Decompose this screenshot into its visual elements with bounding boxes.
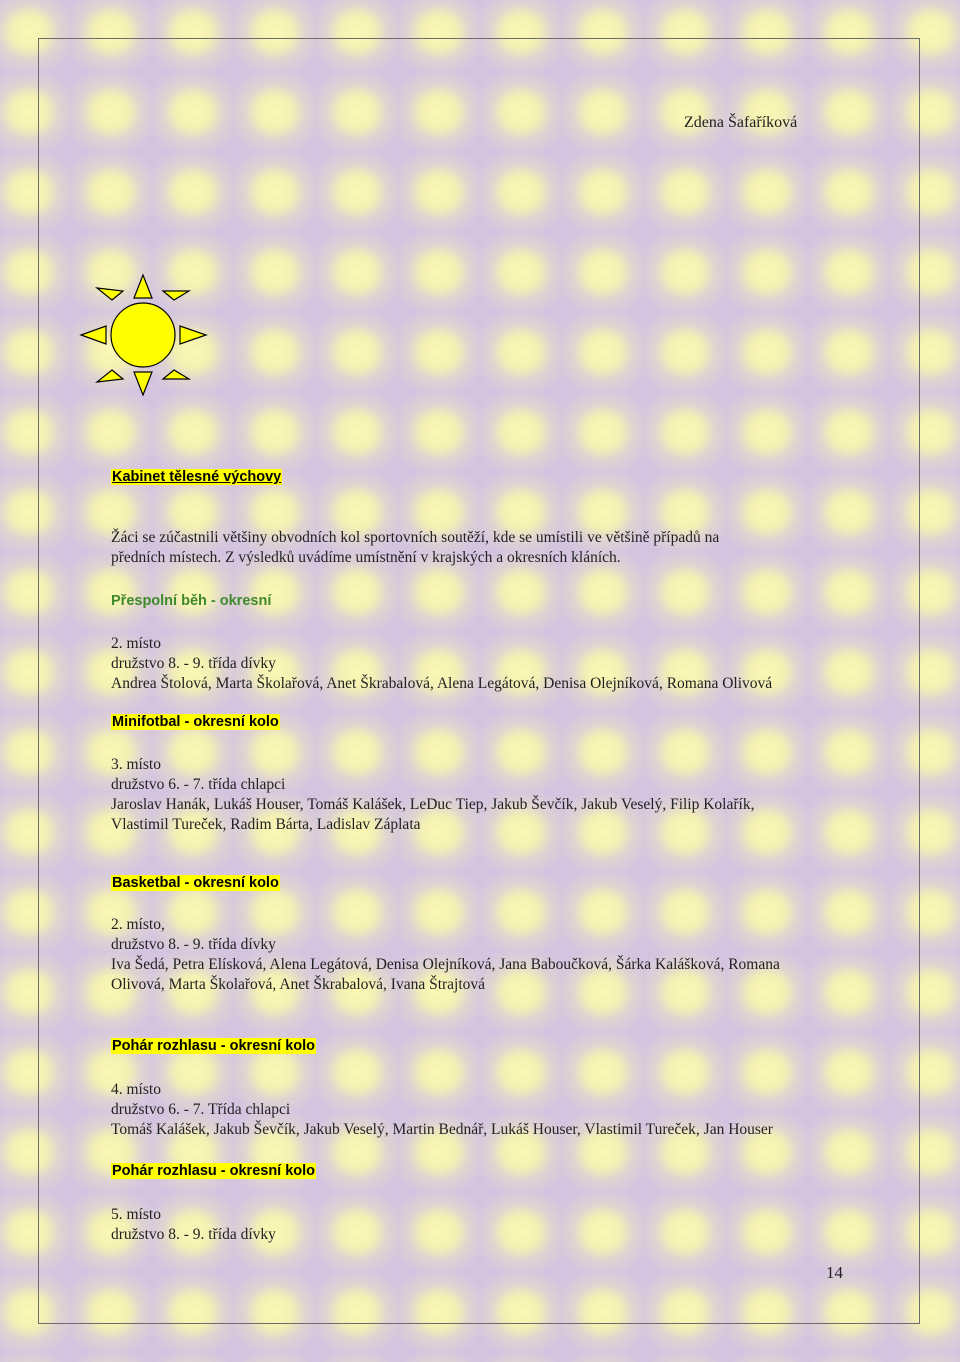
competition-members: Vlastimil Tureček, Radim Bárta, Ladislav Záplata bbox=[111, 816, 421, 833]
sun-ray-right bbox=[180, 326, 206, 344]
competition-members: Andrea Štolová, Marta Školařová, Anet Škrabalová, Alena Legátová, Denisa Olejníková, Romana Olivová bbox=[111, 675, 773, 692]
competition-place: 3. místo bbox=[111, 756, 161, 773]
intro-line-2: předních místech. Z výsledků uvádíme umístnění v krajských a okresních kláních. bbox=[111, 549, 621, 566]
competition-place: 2. místo, bbox=[111, 916, 165, 933]
competition-members: Jaroslav Hanák, Lukáš Houser, Tomáš Kalášek, LeDuc Tiep, Jakub Ševčík, Jakub Veselý, Filip Kolařík, bbox=[111, 796, 755, 813]
competition-title-radio-cup: Pohár rozhlasu - okresní kolo bbox=[112, 1038, 316, 1054]
section-title: Kabinet tělesné výchovy bbox=[112, 469, 282, 485]
competition-members: Iva Šedá, Petra Elísková, Alena Legátová, Denisa Olejníková, Jana Baboučková, Šárka Kalášková, Romana bbox=[111, 956, 780, 973]
sun-ray-bottom bbox=[134, 372, 152, 395]
competition-place: 4. místo bbox=[111, 1081, 161, 1098]
competition-title-minifootball: Minifotbal - okresní kolo bbox=[112, 714, 279, 730]
competition-title-cross-country: Přespolní běh - okresní bbox=[111, 593, 272, 609]
sun-ray-top bbox=[134, 275, 152, 298]
page-number: 14 bbox=[826, 1263, 843, 1282]
competition-team: družstvo 8. - 9. třída dívky bbox=[111, 1226, 276, 1243]
competition-team: družstvo 6. - 7. Třída chlapci bbox=[111, 1101, 291, 1118]
competition-team: družstvo 8. - 9. třída dívky bbox=[111, 655, 276, 672]
competition-title-basketball: Basketbal - okresní kolo bbox=[112, 875, 279, 891]
author-name: Zdena Šafaříková bbox=[684, 114, 798, 131]
competition-place: 5. místo bbox=[111, 1206, 161, 1223]
sun-ray-bottom-right bbox=[163, 370, 189, 379]
intro-line-1: Žáci se zúčastnili většiny obvodních kol sportovních soutěží, kde se umístili ve většině případů na bbox=[111, 529, 720, 546]
sun-ray-bottom-left bbox=[97, 370, 123, 382]
competition-place: 2. místo bbox=[111, 635, 161, 652]
sun-disc bbox=[111, 303, 175, 367]
competition-title-radio-cup-2: Pohár rozhlasu - okresní kolo bbox=[112, 1163, 316, 1179]
sun-icon bbox=[78, 272, 210, 398]
competition-members: Olivová, Marta Školařová, Anet Škrabalová, Ivana Štrajtová bbox=[111, 976, 486, 993]
competition-team: družstvo 8. - 9. třída dívky bbox=[111, 936, 276, 953]
sun-ray-left bbox=[81, 326, 106, 344]
competition-members: Tomáš Kalášek, Jakub Ševčík, Jakub Veselý, Martin Bednář, Lukáš Houser, Vlastimil Tureček, Jan Houser bbox=[111, 1121, 773, 1138]
competition-team: družstvo 6. - 7. třída chlapci bbox=[111, 776, 286, 793]
sun-ray-top-left bbox=[97, 288, 123, 300]
sun-ray-top-right bbox=[163, 291, 189, 300]
